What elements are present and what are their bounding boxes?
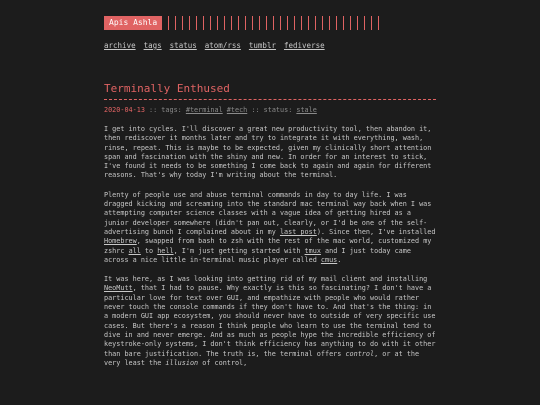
- tags-label: :: tags:: [149, 106, 182, 114]
- bar-divider: [259, 16, 260, 30]
- bar-divider: [210, 16, 211, 30]
- decorative-bars: [168, 16, 379, 30]
- text-run: Plenty of people use and abuse terminal commands in day to day life. I was dragged kicking and screaming into the standard mac terminal way back when I was attempting computer science classes with a vague idea of getting hired as a junior developer somewhere (didn't pan out, clearly, or I'd be one of the self-advertising bunch I complained about in my: [104, 190, 432, 236]
- nav-link-status[interactable]: status: [169, 41, 197, 50]
- link-last-post[interactable]: last post: [279, 227, 317, 236]
- text-run: , or at the very least the: [104, 349, 420, 367]
- emphasis-control: control: [345, 349, 375, 358]
- bar-divider: [224, 16, 225, 30]
- link-homebrew[interactable]: Homebrew: [104, 237, 137, 246]
- text-run: , swapped from bash to zsh with the rest of the mac world, customized my zshrc: [104, 237, 432, 255]
- bar-divider: [231, 16, 232, 30]
- bar-divider: [329, 16, 330, 30]
- paragraph-3: [104, 275, 436, 368]
- paragraph-1: I get into cycles. I'll discover a great new productivity tool, then abandon it, then rediscover it months later and try to integrate it with everything, wash, rinse, repeat. This is maybe to be expected, given my clinically short attention span and fascination with the shiny and new. In order for an interest to stick, I've found it needs to be something I come back to again and again for different reasons. That's why today I'm writing about the terminal.: [104, 125, 432, 180]
- bar-divider: [336, 16, 337, 30]
- nav-link-atom-rss[interactable]: atom/rss: [204, 41, 241, 50]
- bar-divider: [301, 16, 302, 30]
- bar-divider: [378, 16, 379, 30]
- post-meta: [104, 106, 436, 115]
- bar-divider: [273, 16, 274, 30]
- nav-link-tags[interactable]: tags: [143, 41, 162, 50]
- post-title: Terminally Enthused: [104, 82, 230, 95]
- status-link[interactable]: stale: [296, 106, 317, 114]
- bar-divider: [308, 16, 309, 30]
- link-tmux[interactable]: tmux: [304, 246, 321, 255]
- text-run: to: [140, 246, 158, 255]
- tag-link-terminal[interactable]: #terminal: [185, 106, 223, 114]
- tag-link-tech[interactable]: #tech: [226, 106, 248, 114]
- emphasis-illusion: illusion: [165, 358, 199, 367]
- bar-divider: [175, 16, 176, 30]
- bar-divider: [238, 16, 239, 30]
- site-header: [104, 15, 436, 31]
- bar-divider: [287, 16, 288, 30]
- site-name[interactable]: Apis Ashla: [104, 16, 162, 30]
- bar-divider: [357, 16, 358, 30]
- post-body: [104, 125, 436, 368]
- text-run: ). Since then, I've installed: [316, 227, 436, 236]
- bar-divider: [189, 16, 190, 30]
- link-all[interactable]: all: [128, 246, 141, 255]
- link-cmus[interactable]: cmus: [320, 255, 338, 264]
- nav-link-fediverse[interactable]: fediverse: [283, 41, 325, 50]
- bar-divider: [252, 16, 253, 30]
- page-content: [104, 15, 436, 378]
- bar-divider: [315, 16, 316, 30]
- text-run: of control,: [198, 358, 248, 367]
- bar-divider: [371, 16, 372, 30]
- text-run: , that I had to pause. Why exactly is this so fascinating? I don't have a particular love for text over GUI, and empathize with people who would rather never touch the console commands if they don't have to. And that's the thing: in a modern GUI app ecosystem, you should never have to outside of very specific use cases. But there's a reason I think people who learn to use the terminal tend to dive in and never emerge. And as much as people hype the incredible efficiency of keystroke-only systems, I don't think efficiency has anything to do with it other than bare justification. The truth is, the terminal offers: [104, 284, 436, 358]
- post-date: 2020-04-13: [104, 106, 145, 114]
- bar-divider: [266, 16, 267, 30]
- bar-divider: [203, 16, 204, 30]
- text-run: and I just today came across a nice little in-terminal music player called: [104, 246, 411, 264]
- text-run: .: [337, 255, 342, 264]
- nav-link-tumblr[interactable]: tumblr: [248, 41, 276, 50]
- status-label: :: status:: [251, 106, 293, 114]
- bar-divider: [196, 16, 197, 30]
- bar-divider: [350, 16, 351, 30]
- bar-divider: [322, 16, 323, 30]
- bar-divider: [280, 16, 281, 30]
- text-run: , I'm just getting started with: [173, 246, 305, 255]
- bar-divider: [343, 16, 344, 30]
- title-divider: [104, 99, 436, 100]
- bar-divider: [168, 16, 169, 30]
- site-nav: [104, 41, 436, 50]
- bar-divider: [245, 16, 246, 30]
- nav-link-archive[interactable]: archive: [104, 41, 136, 50]
- link-neomutt[interactable]: NeoMutt: [104, 284, 133, 293]
- paragraph-2: [104, 191, 436, 265]
- bar-divider: [217, 16, 218, 30]
- link-hell[interactable]: hell: [157, 246, 174, 255]
- text-run: It was here, as I was looking into getting rid of my mail client and installing: [104, 275, 428, 284]
- bar-divider: [182, 16, 183, 30]
- bar-divider: [364, 16, 365, 30]
- bar-divider: [294, 16, 295, 30]
